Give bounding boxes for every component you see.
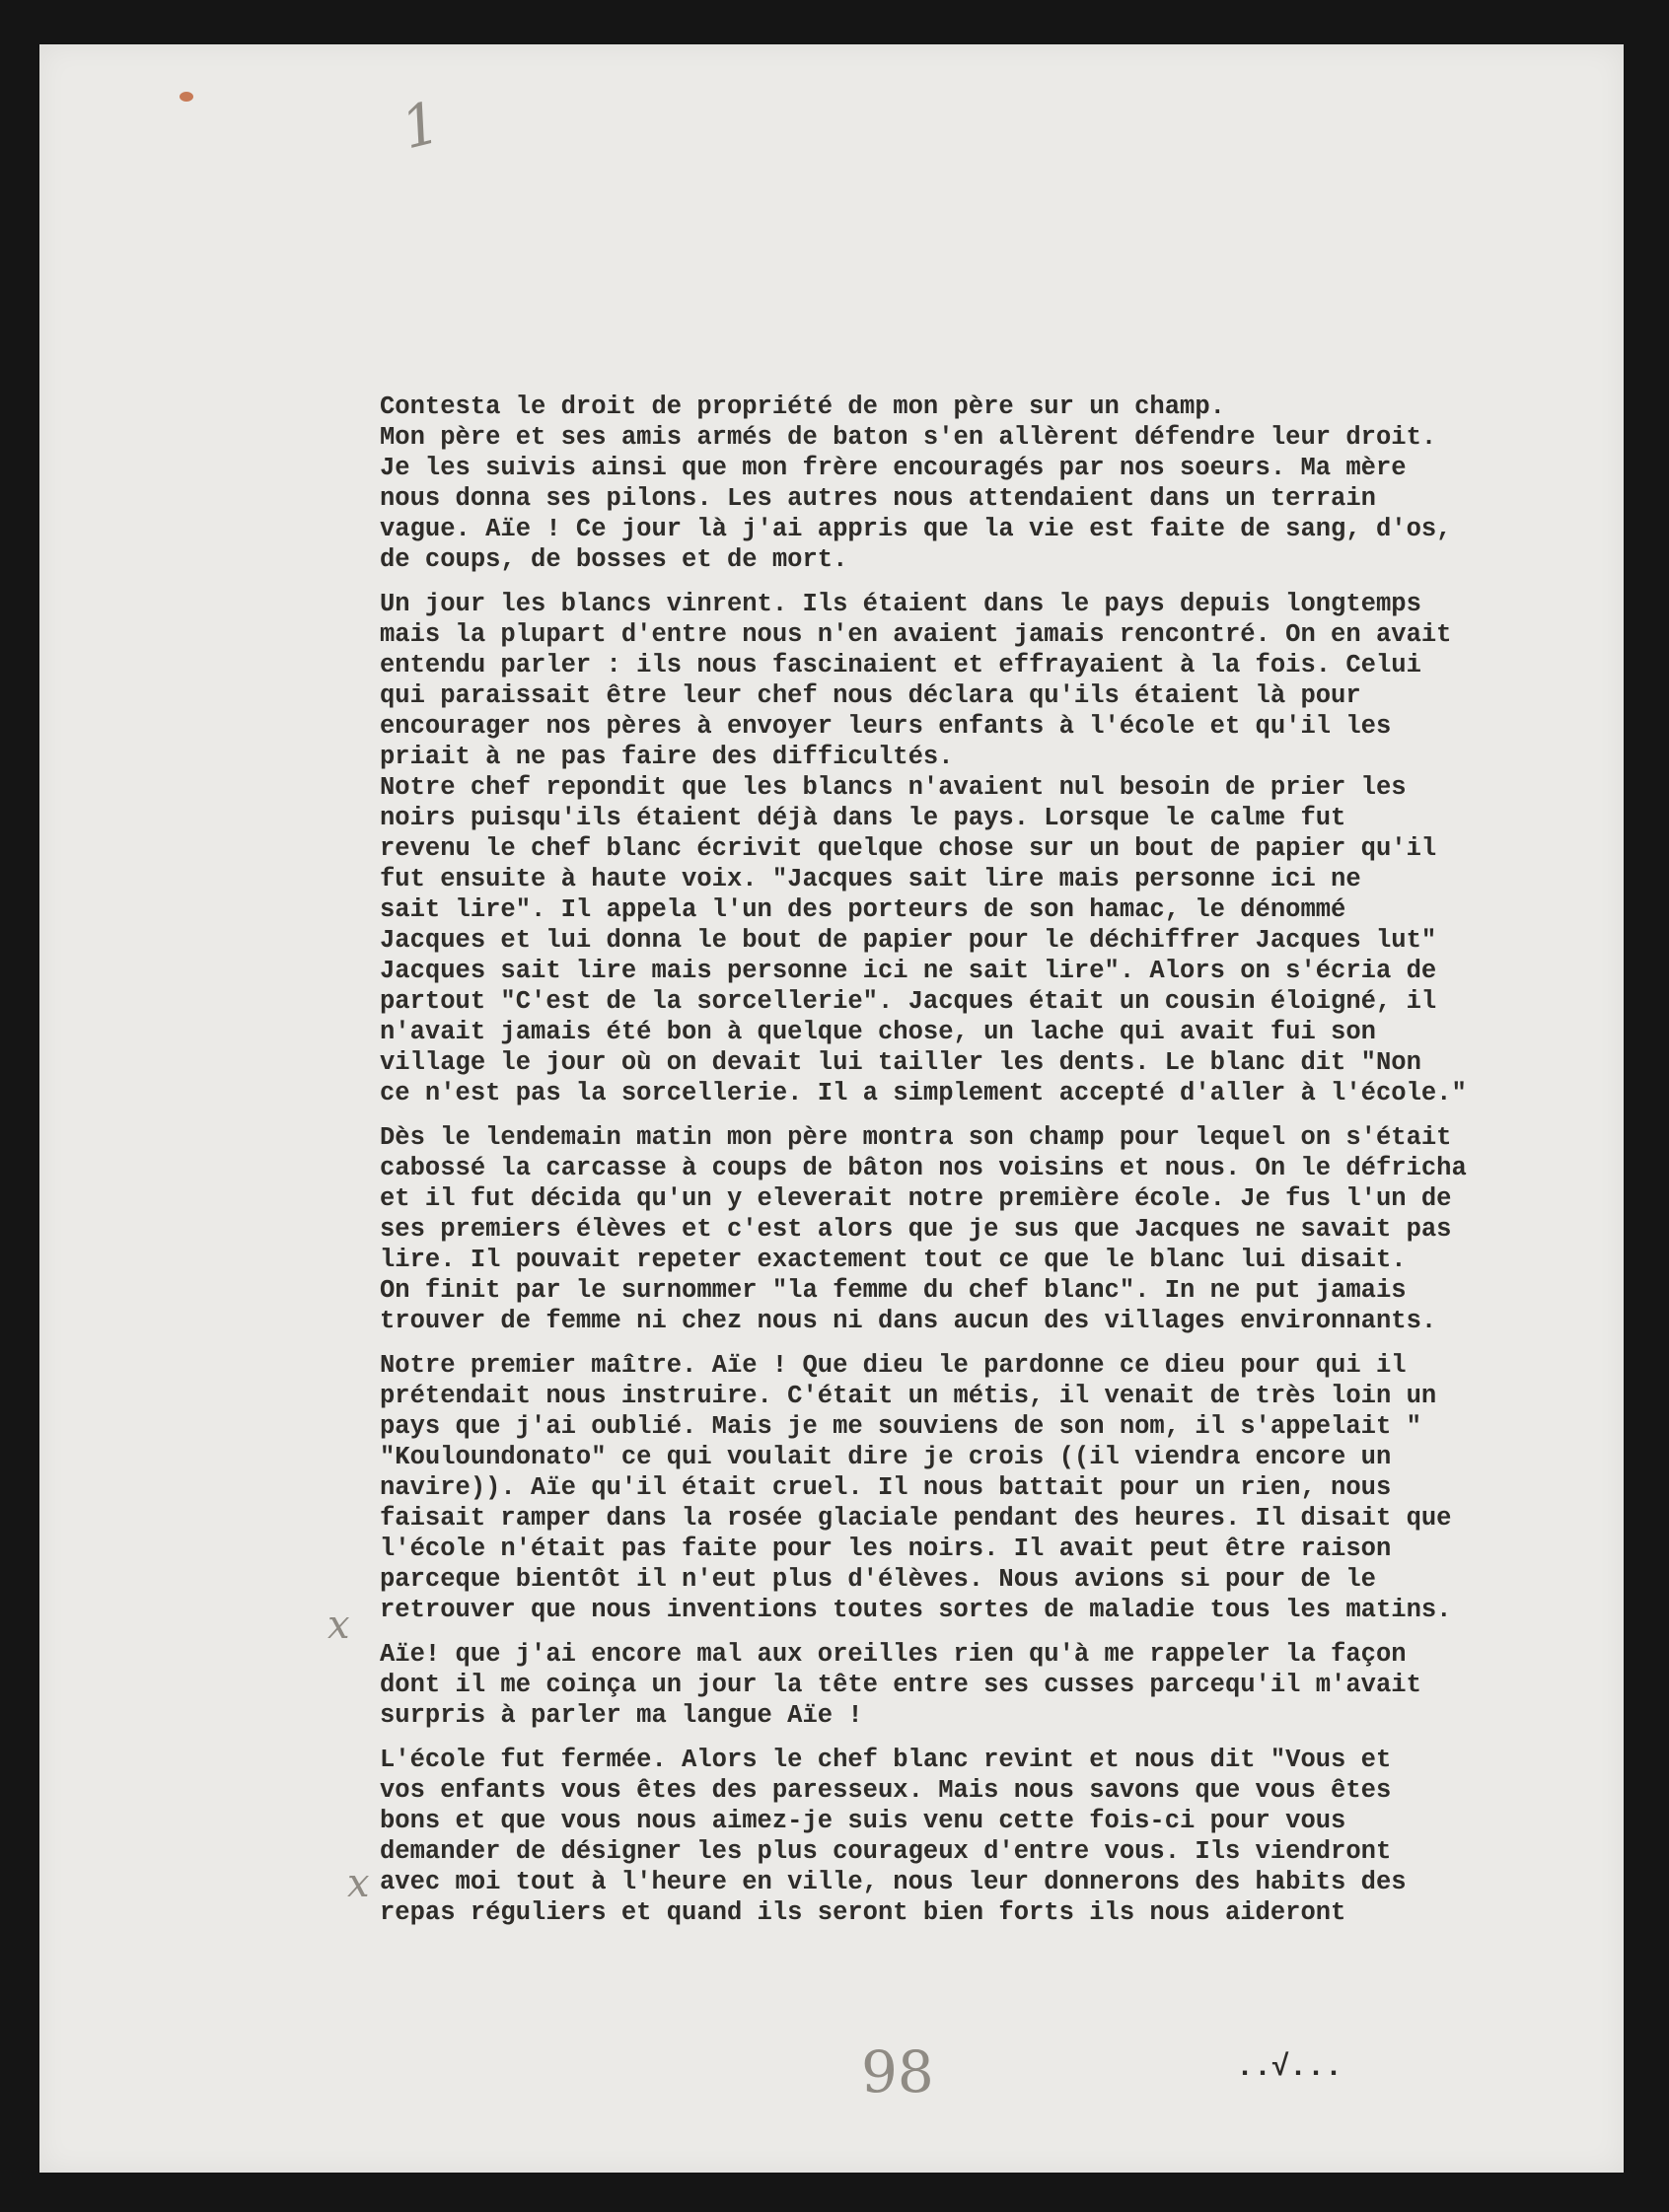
text-line: Notre chef repondit que les blancs n'avaient nul besoin de prier les xyxy=(380,773,1407,802)
margin-check-mark: x xyxy=(327,1603,350,1648)
text-line: fut ensuite à haute voix. "Jacques sait lire mais personne ici ne xyxy=(380,865,1361,893)
text-line: et il fut décida qu'un y eleverait notre première école. Je fus l'un de xyxy=(380,1184,1452,1213)
text-line: Contesta le droit de propriété de mon père sur un champ. xyxy=(380,392,1225,421)
text-line: mais la plupart d'entre nous n'en avaient jamais rencontré. On en avait xyxy=(380,620,1452,649)
folio-number: 1 xyxy=(395,88,447,163)
text-line: surpris à parler ma langue Aïe ! xyxy=(380,1701,863,1730)
paragraph-3 xyxy=(380,1122,1603,1336)
text-line: navire)). Aïe qu'il était cruel. Il nous battait pour un rien, nous xyxy=(380,1473,1392,1502)
text-line: vos enfants vous êtes des paresseux. Mais nous savons que vous êtes xyxy=(380,1776,1392,1805)
text-line: Mon père et ses amis armés de baton s'en allèrent défendre leur droit. xyxy=(380,423,1437,452)
text-line: Jacques et lui donna le bout de papier pour le déchiffrer Jacques lut" xyxy=(380,926,1437,955)
text-line: ses premiers élèves et c'est alors que je sus que Jacques ne savait pas xyxy=(380,1215,1452,1244)
text-line: vague. Aïe ! Ce jour là j'ai appris que la vie est faite de sang, d'os, xyxy=(380,515,1452,543)
continuation-mark: ..√... xyxy=(1236,2051,1343,2085)
paragraph-4 xyxy=(380,1350,1603,1625)
text-line: nous donna ses pilons. Les autres nous attendaient dans un terrain xyxy=(380,484,1376,513)
text-line: trouver de femme ni chez nous ni dans aucun des villages environnants. xyxy=(380,1307,1437,1335)
text-line: de coups, de bosses et de mort. xyxy=(380,545,848,574)
text-line: cabossé la carcasse à coups de bâton nos voisins et nous. On le défricha xyxy=(380,1154,1467,1182)
text-line: lire. Il pouvait repeter exactement tout ce que le blanc lui disait. xyxy=(380,1246,1407,1274)
text-line: village le jour où on devait lui tailler les dents. Le blanc dit "Non xyxy=(380,1048,1421,1077)
text-line: On finit par le surnommer "la femme du chef blanc". In ne put jamais xyxy=(380,1276,1407,1305)
text-line: faisait ramper dans la rosée glaciale pendant des heures. Il disait que xyxy=(380,1504,1452,1533)
text-line: demander de désigner les plus courageux d'entre vous. Ils viendront xyxy=(380,1837,1392,1866)
text-line: retrouver que nous inventions toutes sortes de maladie tous les matins. xyxy=(380,1596,1452,1624)
text-line: Je les suivis ainsi que mon frère encouragés par nos soeurs. Ma mère xyxy=(380,454,1407,482)
text-line: Dès le lendemain matin mon père montra son champ pour lequel on s'était xyxy=(380,1123,1452,1152)
text-line: revenu le chef blanc écrivit quelque chose sur un bout de papier qu'il xyxy=(380,834,1437,863)
text-line: repas réguliers et quand ils seront bien forts ils nous aideront xyxy=(380,1898,1346,1927)
text-line: Aïe! que j'ai encore mal aux oreilles rien qu'à me rappeler la façon xyxy=(380,1640,1407,1669)
text-line: encourager nos pères à envoyer leurs enfants à l'école et qu'il les xyxy=(380,712,1392,741)
paragraph-6 xyxy=(380,1745,1603,1928)
text-line: avec moi tout à l'heure en ville, nous leur donnerons des habits des xyxy=(380,1868,1407,1896)
text-line: priait à ne pas faire des difficultés. xyxy=(380,743,954,771)
typescript-page xyxy=(39,44,1624,2173)
text-line: bons et que vous nous aimez-je suis venu cette fois-ci pour vous xyxy=(380,1807,1346,1835)
text-line: noirs puisqu'ils étaient déjà dans le pays. Lorsque le calme fut xyxy=(380,804,1346,832)
body-text xyxy=(380,392,1603,1942)
text-line: "Kouloundonato" ce qui voulait dire je crois ((il viendra encore un xyxy=(380,1443,1392,1471)
page-number: 98 xyxy=(861,2038,934,2105)
text-line: n'avait jamais été bon à quelque chose, un lache qui avait fui son xyxy=(380,1018,1376,1046)
text-line: L'école fut fermée. Alors le chef blanc revint et nous dit "Vous et xyxy=(380,1746,1392,1774)
margin-check-mark: x xyxy=(347,1861,370,1906)
paragraph-2 xyxy=(380,589,1603,1108)
text-line: entendu parler : ils nous fascinaient et effrayaient à la fois. Celui xyxy=(380,651,1421,679)
text-line: pays que j'ai oublié. Mais je me souviens de son nom, il s'appelait " xyxy=(380,1412,1421,1441)
paragraph-1 xyxy=(380,392,1603,575)
ink-smudge xyxy=(180,92,193,102)
text-line: partout "C'est de la sorcellerie". Jacques était un cousin éloigné, il xyxy=(380,987,1437,1016)
text-line: Notre premier maître. Aïe ! Que dieu le pardonne ce dieu pour qui il xyxy=(380,1351,1407,1380)
text-line: sait lire". Il appela l'un des porteurs de son hamac, le dénommé xyxy=(380,895,1346,924)
text-line: Un jour les blancs vinrent. Ils étaient dans le pays depuis longtemps xyxy=(380,590,1421,618)
text-line: dont il me coinça un jour la tête entre ses cusses parcequ'il m'avait xyxy=(380,1671,1421,1699)
text-line: prétendait nous instruire. C'était un métis, il venait de très loin un xyxy=(380,1382,1437,1410)
text-line: Jacques sait lire mais personne ici ne sait lire". Alors on s'écria de xyxy=(380,957,1437,985)
text-line: qui paraissait être leur chef nous déclara qu'ils étaient là pour xyxy=(380,681,1361,710)
text-line: ce n'est pas la sorcellerie. Il a simplement accepté d'aller à l'école." xyxy=(380,1079,1467,1107)
text-line: l'école n'était pas faite pour les noirs. Il avait peut être raison xyxy=(380,1534,1392,1563)
paragraph-5 xyxy=(380,1639,1603,1731)
text-line: parceque bientôt il n'eut plus d'élèves. Nous avions si pour de le xyxy=(380,1565,1376,1594)
